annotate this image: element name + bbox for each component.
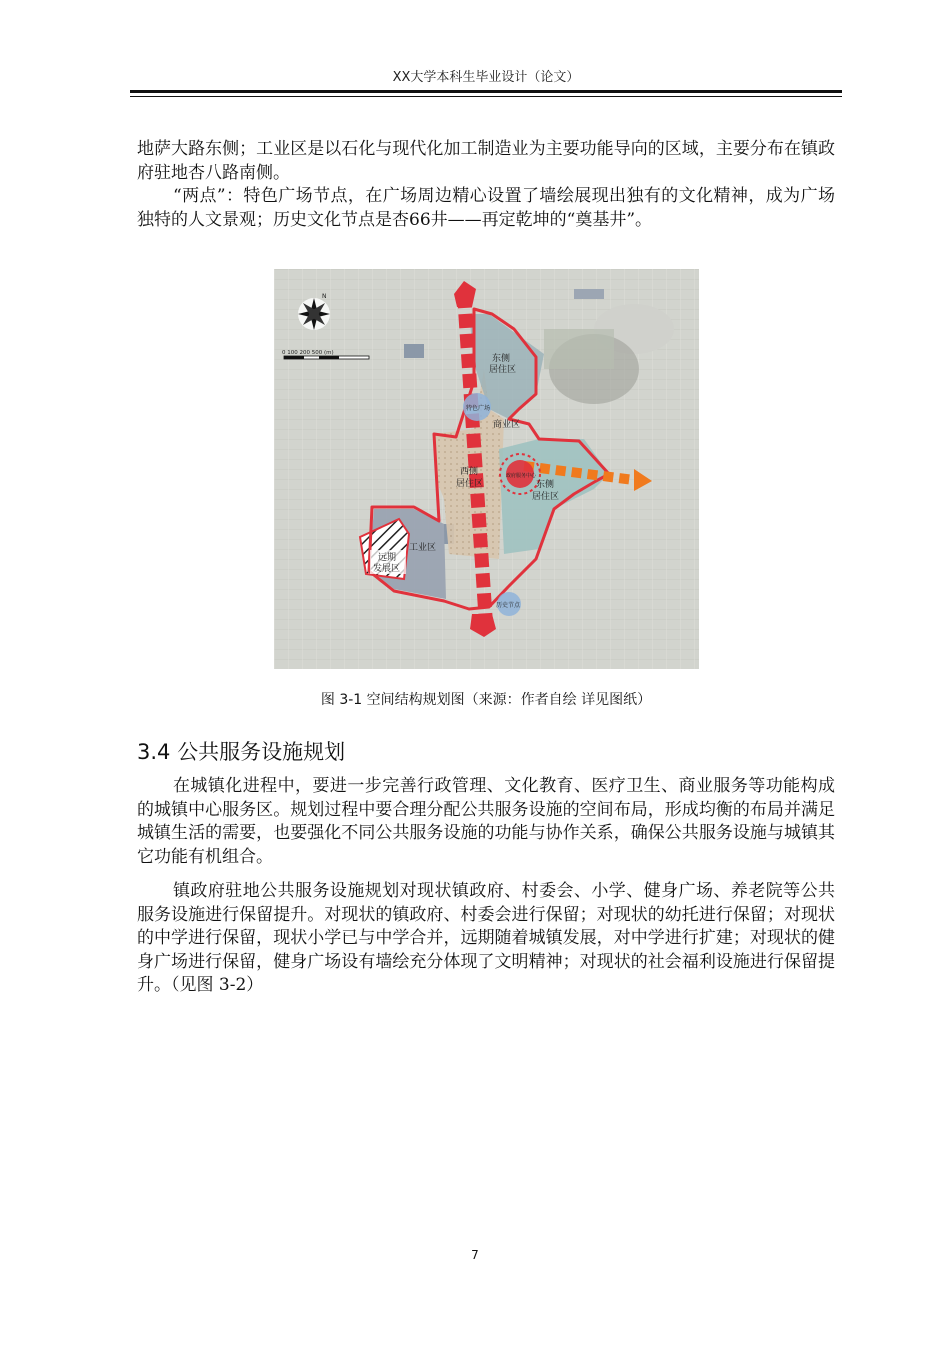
page-header-title: XX大学本科生毕业设计（论文）: [392, 70, 580, 85]
page-number: 7: [471, 1248, 479, 1262]
label-core: 政府服务中心: [506, 473, 537, 479]
label-history-node: 历史节点: [496, 602, 521, 609]
paragraph-two-nodes: “两点”：特色广场节点，在广场周边精心设置了墙绘展现出独有的文化精神，成为广场独特的人文景观；历史文化节点是杏66井——再定乾坤的“奠基井”。: [137, 186, 835, 230]
paragraph-public-service-2: 镇政府驻地公共服务设施规划对现状镇政府、村委会、小学、健身广场、养老院等公共服务设施进行保留提升。对现状的镇政府、村委会进行保留；对现状的幼托进行保留；对现状的中学进行保留，现状小学已与中学合并，远期随着城镇发展，对中学进行扩建；对现状的健身广场进行保留，健身广场设有墙绘充分体现了文明精神；对现状的社会福利设施进行保留提升。（见图 3-2）: [137, 881, 835, 995]
label-west-res-1: 西侧: [460, 467, 479, 477]
paragraph-industrial-zone: 地萨大路东侧；工业区是以石化与现代化加工制造业为主要功能导向的区域，主要分布在镇政府驻地杏八路南侧。: [137, 139, 835, 183]
spatial-structure-map: [274, 269, 699, 669]
label-reserve-2: 发展区: [373, 564, 401, 574]
paragraph-public-service-1: 在城镇化进程中，要进一步完善行政管理、文化教育、医疗卫生、商业服务等功能构成的城镇中心服务区。规划过程中要合理分配公共服务设施的空间布局，形成均衡的布局并满足城镇生活的需要，也要强化不同公共服务设施的功能与协作关系，确保公共服务设施与城镇其它功能有机组合。: [137, 776, 835, 867]
label-east-res-top-1: 东侧: [492, 354, 511, 364]
label-commercial: 商业区: [493, 420, 521, 430]
label-east-res-2: 居住区: [532, 492, 560, 502]
svg-text:N: N: [322, 293, 327, 300]
label-square: 特色广场: [466, 405, 491, 412]
label-west-res-2: 居住区: [456, 479, 484, 489]
svg-text:0 100 200 500 (m): 0 100 200 500 (m): [282, 350, 334, 356]
section-title: 3.4 公共服务设施规划: [137, 740, 346, 764]
label-east-res-1: 东侧: [536, 480, 555, 490]
label-reserve-1: 远期: [378, 553, 397, 563]
label-east-res-top-2: 居住区: [489, 365, 517, 375]
header-rule-thick: [130, 90, 842, 93]
header-rule-thin: [130, 96, 842, 97]
figure-caption: 图 3-1 空间结构规划图（来源：作者自绘 详见图纸）: [320, 692, 652, 708]
label-industrial: 工业区: [409, 543, 437, 553]
